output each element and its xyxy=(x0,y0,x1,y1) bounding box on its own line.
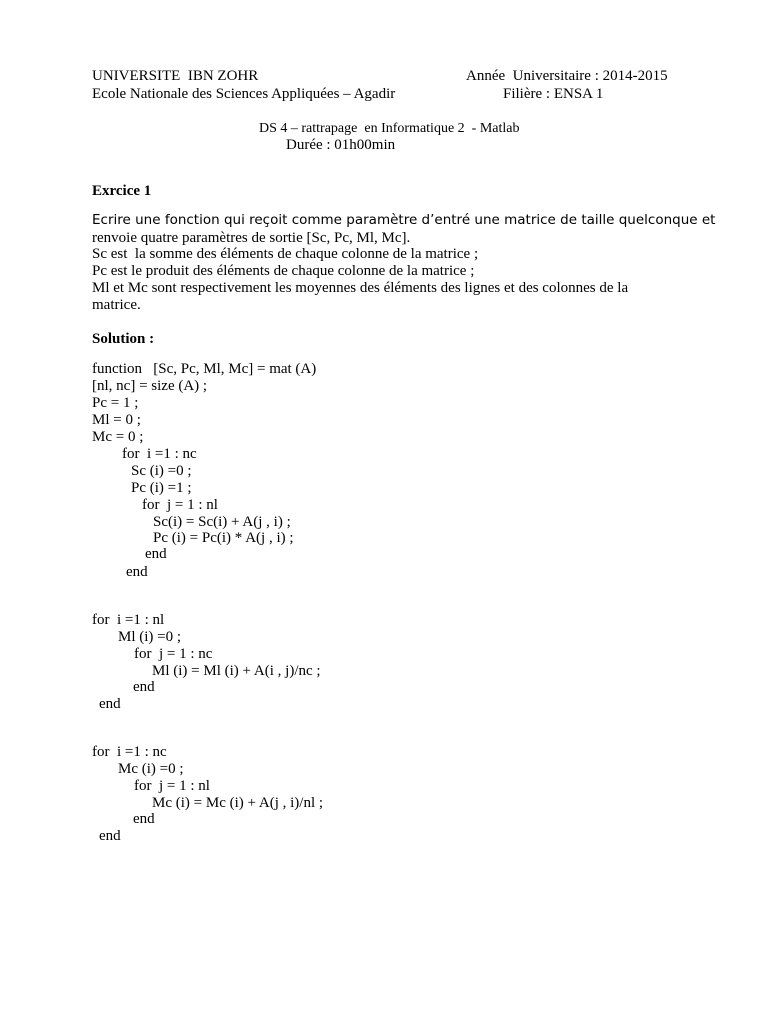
code-line: Mc (i) =0 ; xyxy=(118,761,184,777)
code-line: [nl, nc] = size (A) ; xyxy=(92,378,208,394)
code-line: Pc (i) = Pc(i) * A(j , i) ; xyxy=(153,530,294,546)
code-line: Ml (i) = Ml (i) + A(i , j)/nc ; xyxy=(152,663,321,679)
academic-year: Année Universitaire : 2014-2015 xyxy=(466,68,668,84)
code-line: Ml = 0 ; xyxy=(92,412,141,428)
code-line: Mc = 0 ; xyxy=(92,429,144,445)
code-line: end xyxy=(99,696,121,712)
code-line: Pc (i) =1 ; xyxy=(131,480,192,496)
exercise-statement-line: Ml et Mc sont respectivement les moyennes des éléments des lignes et des colonnes de la xyxy=(92,280,629,296)
code-line: for j = 1 : nl xyxy=(142,497,218,513)
code-line: Ml (i) =0 ; xyxy=(118,629,182,645)
code-line: end xyxy=(99,828,121,844)
code-line: for j = 1 : nl xyxy=(134,778,210,794)
code-line: for j = 1 : nc xyxy=(134,646,213,662)
code-line: end xyxy=(145,546,167,562)
code-line: end xyxy=(126,564,148,580)
exercise-heading: Exrcice 1 xyxy=(92,183,152,199)
university-name: UNIVERSITE IBN ZOHR xyxy=(92,68,259,84)
exam-title: DS 4 – rattrapage en Informatique 2 - Matlab xyxy=(259,121,520,136)
code-line: Mc (i) = Mc (i) + A(j , i)/nl ; xyxy=(152,795,324,811)
code-line: for i =1 : nc xyxy=(92,744,167,760)
code-line: function [Sc, Pc, Ml, Mc] = mat (A) xyxy=(92,361,317,377)
exercise-statement-line: Ecrire une fonction qui reçoit comme paramètre d’entré une matrice de taille quelconque et xyxy=(92,212,716,228)
exercise-statement-line: renvoie quatre paramètres de sortie [Sc, Pc, Ml, Mc]. xyxy=(92,230,411,246)
exam-duration: Durée : 01h00min xyxy=(286,137,396,153)
solution-heading: Solution : xyxy=(92,331,155,347)
code-line: end xyxy=(133,679,155,695)
exercise-statement-line: Pc est le produit des éléments de chaque colonne de la matrice ; xyxy=(92,263,475,279)
code-line: Sc (i) =0 ; xyxy=(131,463,192,479)
filiere: Filière : ENSA 1 xyxy=(503,86,604,102)
code-line: end xyxy=(133,811,155,827)
exercise-statement-line: Sc est la somme des éléments de chaque colonne de la matrice ; xyxy=(92,246,479,262)
code-line: for i =1 : nc xyxy=(122,446,197,462)
exercise-statement-line: matrice. xyxy=(92,297,141,313)
code-line: Pc = 1 ; xyxy=(92,395,139,411)
code-line: Sc(i) = Sc(i) + A(j , i) ; xyxy=(153,514,291,530)
school-name: Ecole Nationale des Sciences Appliquées – Agadir xyxy=(92,86,396,102)
code-line: for i =1 : nl xyxy=(92,612,165,628)
